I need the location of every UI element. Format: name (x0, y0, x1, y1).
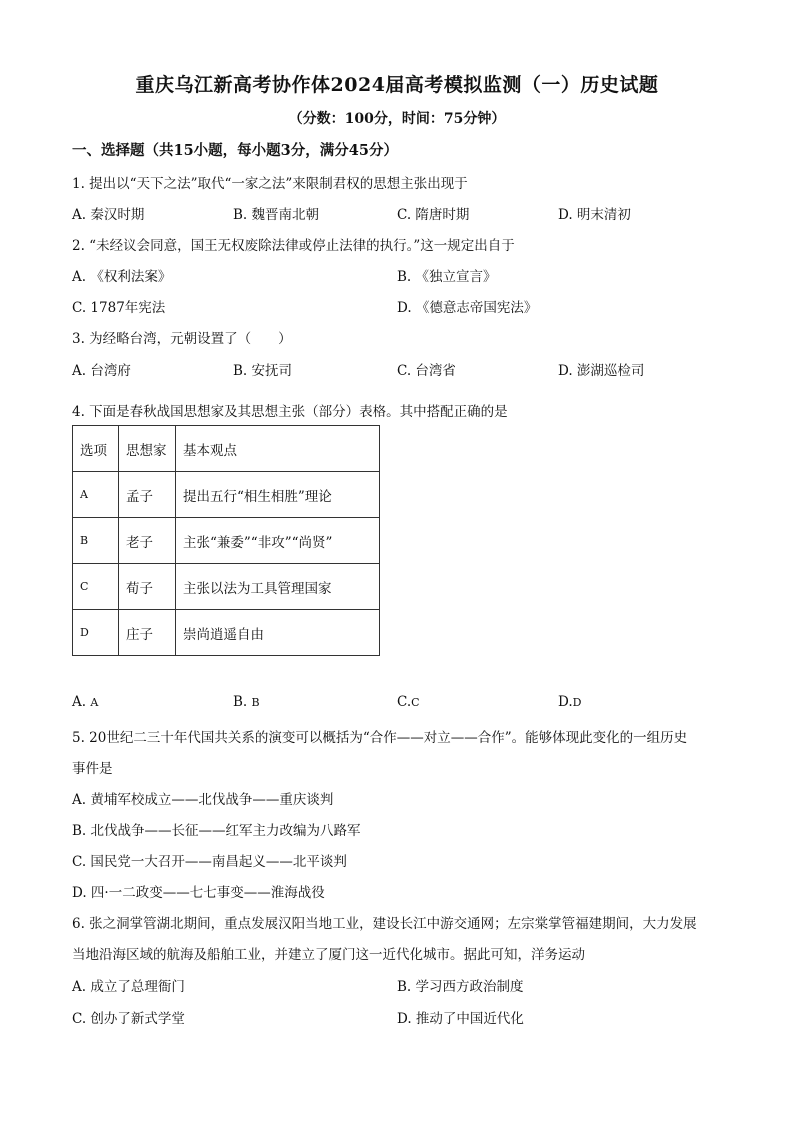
question-5-option-a: A. 黄埔军校成立——北伐战争——重庆谈判 (72, 792, 334, 808)
table-cell-thinker: 孟子 (119, 472, 176, 518)
question-2-option-d: D. 《德意志帝国宪法》 (397, 300, 538, 316)
question-5-option-d: D. 四·一二政变——七七事变——淮海战役 (72, 885, 325, 901)
table-cell-view: 主张以法为工具管理国家 (176, 564, 380, 610)
option-letter: D. (558, 694, 573, 710)
question-4-option-b (233, 694, 260, 710)
question-3-option-c: C. 台湾省 (397, 363, 456, 379)
question-5-stem-line-1: 5. 20世纪二三十年代国共关系的演变可以概括为“合作——对立——合作”。能够体现此变化的一组历史 (72, 730, 688, 746)
table-cell-view: 主张“兼委”“非攻”“尚贤” (176, 518, 380, 564)
question-5-option-b: B. 北伐战争——长征——红军主力改编为八路军 (72, 823, 361, 839)
question-1-option-c: C. 隋唐时期 (397, 207, 470, 223)
table-cell-thinker: 荀子 (119, 564, 176, 610)
table-header-cell: 基本观点 (176, 426, 380, 472)
table-cell-option: A (73, 472, 119, 518)
option-letter: C. (397, 694, 412, 710)
question-4-option-a (72, 694, 98, 710)
question-1-option-d: D. 明末清初 (558, 207, 631, 223)
table-row (73, 472, 380, 518)
question-3-option-a: A. 台湾府 (72, 363, 131, 379)
question-2-option-b: B. 《独立宣言》 (397, 269, 497, 285)
question-3-option-d: D. 澎湖巡检司 (558, 363, 645, 379)
table-header-cell: 选项 (73, 426, 119, 472)
question-3-stem: 3. 为经略台湾，元朝设置了（ ） (72, 331, 292, 347)
option-value: C (411, 696, 420, 709)
question-6-option-d: D. 推动了中国近代化 (397, 1011, 524, 1027)
option-value: A (90, 696, 99, 709)
table-cell-option: C (73, 564, 119, 610)
table-cell-option: D (73, 610, 119, 656)
table-row (73, 564, 380, 610)
question-2-option-c: C. 1787年宪法 (72, 300, 166, 316)
question-4-stem: 4. 下面是春秋战国思想家及其思想主张（部分）表格。其中搭配正确的是 (72, 404, 508, 420)
question-3-option-b: B. 安抚司 (233, 363, 293, 379)
option-value: B (251, 696, 260, 709)
question-6-stem-line-1: 6. 张之洞掌管湖北期间，重点发展汉阳当地工业，建设长江中游交通网；左宗棠掌管福建期间，大力发展 (72, 916, 697, 932)
table-cell-option: B (73, 518, 119, 564)
table-cell-thinker: 庄子 (119, 610, 176, 656)
question-1-option-b: B. 魏晋南北朝 (233, 207, 320, 223)
option-value: D (572, 696, 582, 709)
option-letter: B. (233, 694, 248, 710)
question-6-option-a: A. 成立了总理衙门 (72, 979, 185, 995)
question-1-option-a: A. 秦汉时期 (72, 207, 145, 223)
question-2-stem: 2. “未经议会同意，国王无权废除法律或停止法律的执行。”这一规定出自于 (72, 238, 515, 254)
table-cell-view: 提出五行“相生相胜”理论 (176, 472, 380, 518)
exam-subtitle: （分数：100分，时间：75分钟） (288, 111, 506, 127)
question-6-option-b: B. 学习西方政治制度 (397, 979, 524, 995)
table-header-cell: 思想家 (119, 426, 176, 472)
exam-title: 重庆乌江新高考协作体2024届高考模拟监测（一）历史试题 (135, 74, 659, 96)
question-2-option-a: A. 《权利法案》 (72, 269, 172, 285)
question-6-stem-line-2: 当地沿海区域的航海及船舶工业，并建立了厦门这一近代化城市。据此可知，洋务运动 (72, 947, 585, 963)
question-6-option-c: C. 创办了新式学堂 (72, 1011, 185, 1027)
table-row (73, 518, 380, 564)
table-row (73, 610, 380, 656)
section-heading: 一、选择题（共15小题，每小题3分，满分45分） (72, 142, 398, 159)
question-5-stem-line-2: 事件是 (72, 761, 113, 777)
thinkers-table (72, 425, 380, 656)
question-1-stem: 1. 提出以“天下之法”取代“一家之法”来限制君权的思想主张出现于 (72, 176, 468, 192)
table-cell-thinker: 老子 (119, 518, 176, 564)
question-5-option-c: C. 国民党一大召开——南昌起义——北平谈判 (72, 854, 347, 870)
table-header-row (73, 426, 380, 472)
table-cell-view: 崇尚逍遥自由 (176, 610, 380, 656)
question-4-option-d (558, 694, 581, 710)
option-letter: A. (72, 694, 87, 710)
question-4-option-c (397, 694, 420, 710)
